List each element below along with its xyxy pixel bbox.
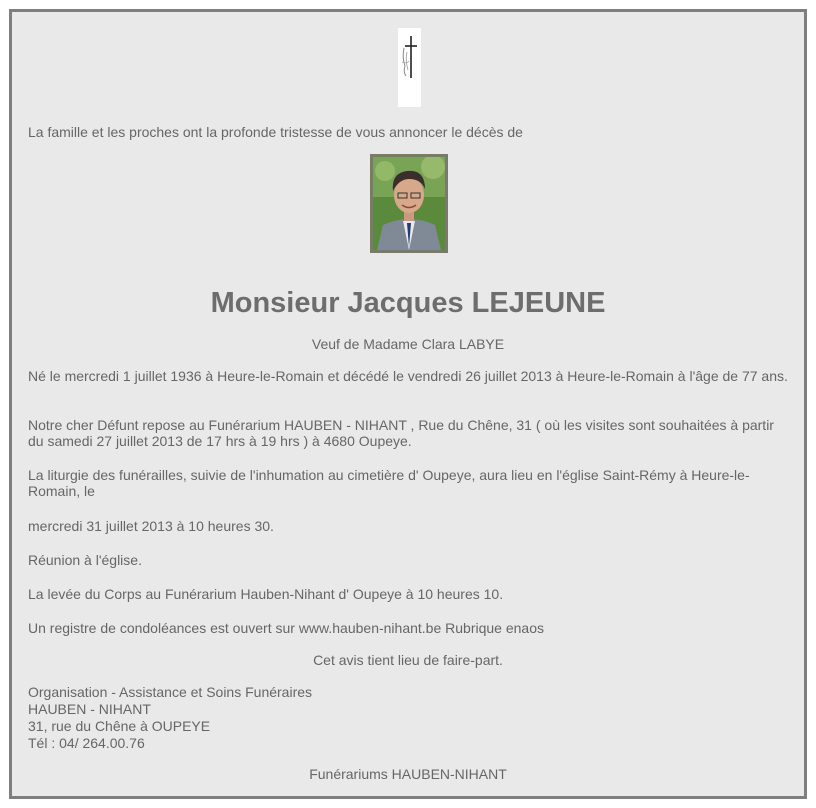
levee-text: La levée du Corps au Funérarium Hauben-Nihant d' Oupeye à 10 heures 10. (28, 586, 504, 602)
intro-text: La famille et les proches ont la profonde tristesse de vous annoncer le décès de (28, 124, 523, 140)
organisation-line-3: 31, rue du Chêne à OUPEYE (28, 718, 211, 734)
cross-symbol-icon (398, 28, 421, 107)
repose-text: Notre cher Défunt repose au Funérarium HAUBEN - NIHANT , Rue du Chêne, 31 ( où les visites sont souhaitées à partir du samedi 27 juillet 2013 de 17 hrs à 19 hrs ) à 4680 Oupeye. (28, 417, 774, 449)
funeral-date-text: mercredi 31 juillet 2013 à 10 heures 30. (28, 518, 274, 534)
deceased-name: Monsieur Jacques LEJEUNE (210, 287, 606, 319)
organisation-line-2: HAUBEN - NIHANT (28, 701, 151, 717)
deceased-portrait (370, 154, 448, 253)
spouse-text: Veuf de Madame Clara LABYE (311, 336, 505, 352)
footer-text: Funérariums HAUBEN-NIHANT (309, 766, 507, 782)
condolence-register-text: Un registre de condoléances est ouvert sur www.hauben-nihant.be Rubrique enaos (28, 620, 544, 636)
liturgy-text: La liturgie des funérailles, suivie de l'inhumation au cimetière d' Oupeye, aura lieu en l'église Saint-Rémy à Heure-le-Romain, le (28, 467, 750, 499)
organisation-line-4: Tél : 04/ 264.00.76 (28, 735, 145, 751)
reunion-text: Réunion à l'église. (28, 552, 142, 568)
obituary-notice (9, 9, 807, 799)
organisation-line-1: Organisation - Assistance et Soins Funéraires (28, 684, 313, 700)
faire-part-text: Cet avis tient lieu de faire-part. (313, 652, 503, 668)
birth-death-text: Né le mercredi 1 juillet 1936 à Heure-le-Romain et décédé le vendredi 26 juillet 2013 à Heure-le-Romain à l'âge de 77 ans. (28, 368, 788, 384)
